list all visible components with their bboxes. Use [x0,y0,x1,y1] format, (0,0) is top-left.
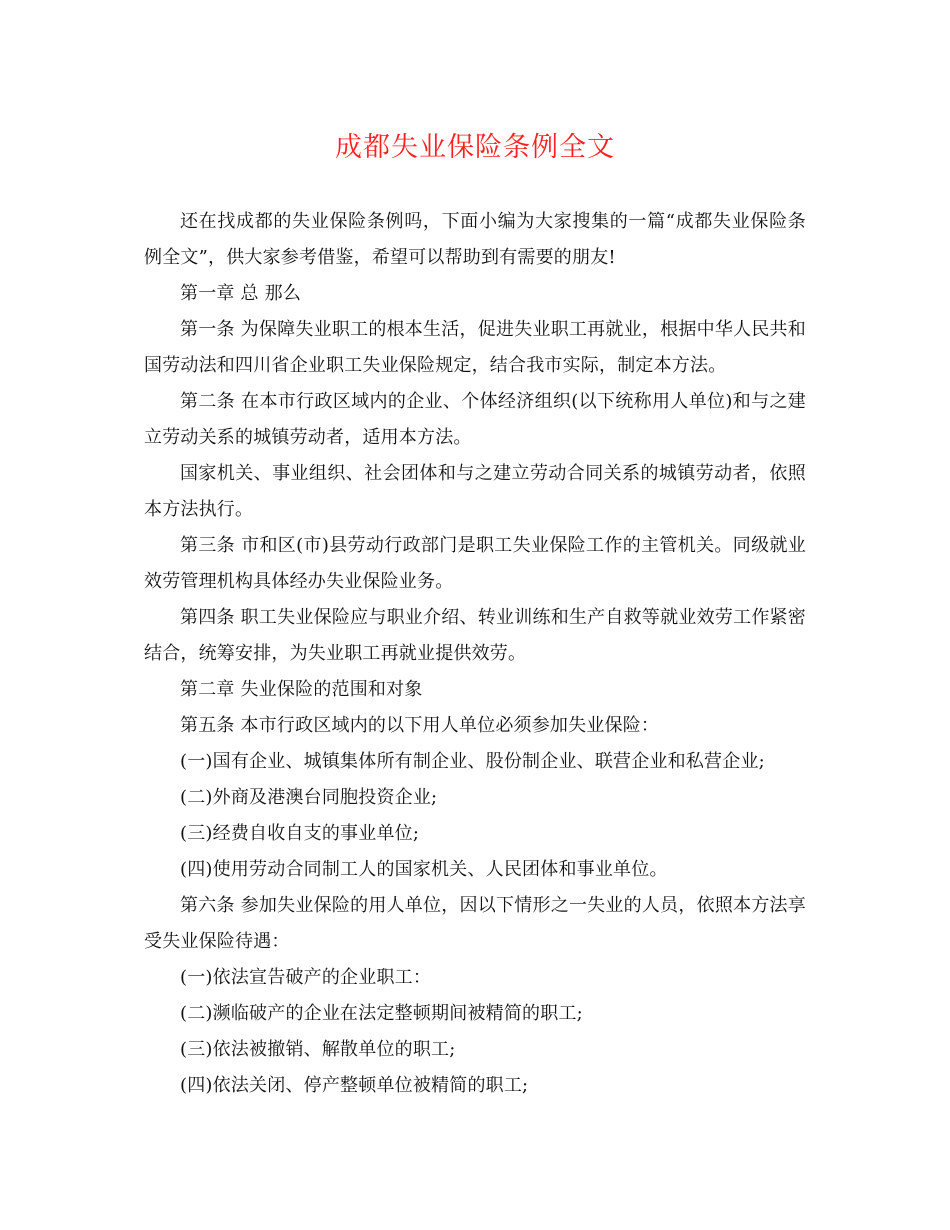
article-5-item-1: (一)国有企业、城镇集体所有制企业、股份制企业、联营企业和私营企业; [180,751,765,772]
article-5-item-4: (四)使用劳动合同制工人的国家机关、人民团体和事业单位。 [180,859,668,880]
article-5: 第五条 本市行政区域内的以下用人单位必须参加失业保险： [180,715,660,736]
article-6-item-3: (三)依法被撤销、解散单位的职工; [180,1039,456,1060]
paragraph-intro: 还在找成都的失业保险条例吗，下面小编为大家搜集的一篇“成都失业保险条例全文”，供大家参考借鉴，希望可以帮助到有需要的朋友! [144,211,806,268]
article-5-item-3: (三)经费自收自支的事业单位; [180,823,420,844]
article-4: 第四条 职工失业保险应与职业介绍、转业训练和生产自救等就业效劳工作紧密结合，统筹安排，为失业职工再就业提供效劳。 [144,607,806,664]
article-6: 第六条 参加失业保险的用人单位，因以下情形之一失业的人员，依照本方法享受失业保险待遇： [144,895,806,952]
chapter-heading-1: 第一章 总 那么 [180,283,302,304]
article-2-supplement: 国家机关、事业组织、社会团体和与之建立劳动合同关系的城镇劳动者，依照本方法执行。 [144,463,806,520]
article-6-item-4: (四)依法关闭、停产整顿单位被精简的职工; [180,1075,529,1096]
document-body [144,204,806,1104]
document-title: 成都失业保险条例全文 [335,132,615,163]
chapter-heading-2: 第二章 失业保险的范围和对象 [180,679,423,700]
article-5-item-2: (二)外商及港澳台同胞投资企业; [180,787,438,808]
article-6-item-1: (一)依法宣告破产的企业职工： [180,967,432,988]
article-6-item-2: (二)濒临破产的企业在法定整顿期间被精简的职工; [180,1003,583,1024]
article-2: 第二条 在本市行政区域内的企业、个体经济组织(以下统称用人单位)和与之建立劳动关系的城镇劳动者，适用本方法。 [144,391,806,448]
article-3: 第三条 市和区(市)县劳动行政部门是职工失业保险工作的主管机关。同级就业效劳管理机构具体经办失业保险业务。 [144,535,806,592]
article-1: 第一条 为保障失业职工的根本生活，促进失业职工再就业，根据中华人民共和国劳动法和四川省企业职工失业保险规定，结合我市实际，制定本方法。 [144,319,806,376]
